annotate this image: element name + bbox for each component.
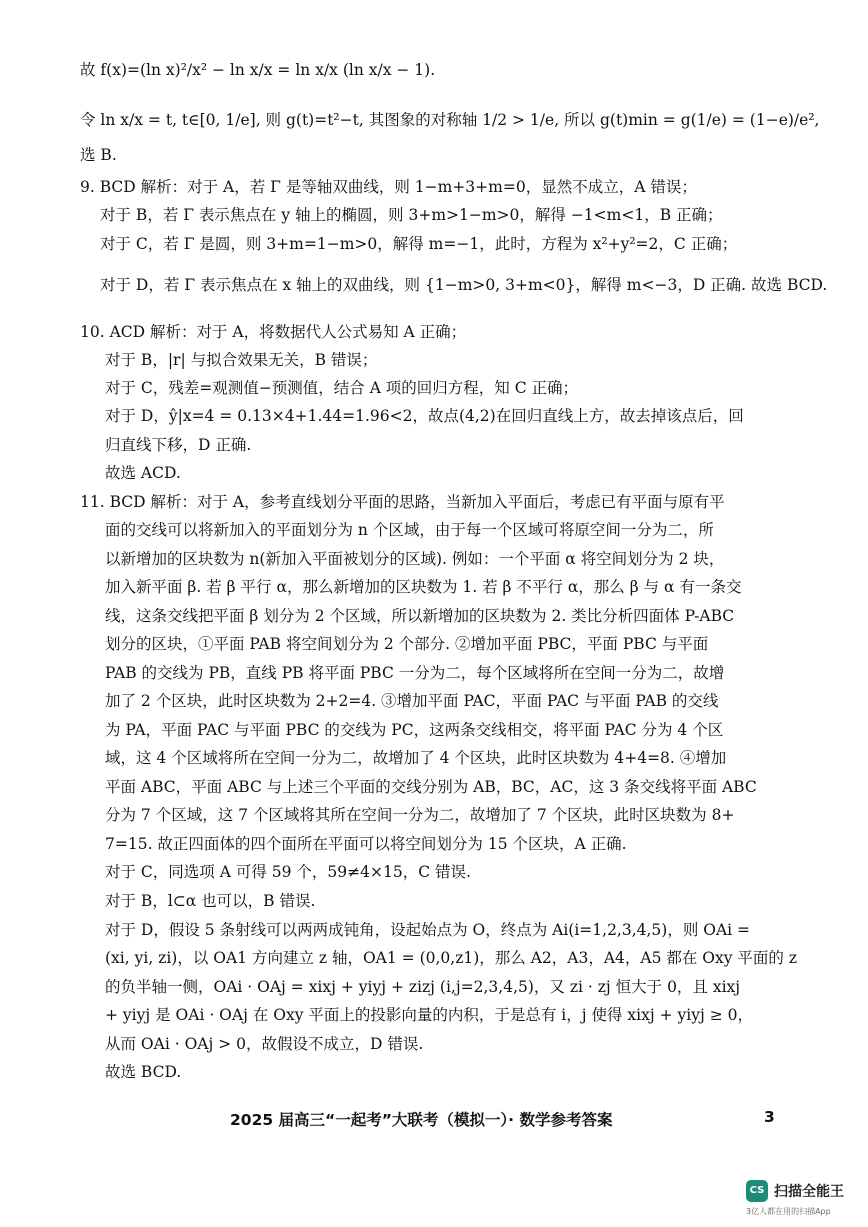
text-line: 对于 D，假设 5 条射线可以两两成钝角，设起始点为 O，终点为 Ai(i=1,2,3,4,5)，则 OAi =: [105, 921, 751, 939]
text-line: 划分的区块，①平面 PAB 将空间划分为 2 个部分. ②增加平面 PBC，平面 PBC 与平面: [105, 635, 709, 653]
text-line: 故选 ACD.: [105, 464, 181, 482]
text-line: 归直线下移，D 正确.: [105, 436, 252, 454]
text-line: 加了 2 个区块，此时区块数为 2+2=4. ③增加平面 PAC，平面 PAC 与平面 PAB 的交线: [105, 692, 719, 710]
text-line: 域，这 4 个区域将所在空间一分为二，故增加了 4 个区块，此时区块数为 4+4=8. ④增加: [105, 749, 727, 767]
text-line: + yiyj 是 OAi · OAj 在 Oxy 平面上的投影向量的内积，于是总有 i，j 使得 xixj + yiyj ≥ 0，: [105, 1006, 753, 1024]
text-line: 选 B.: [80, 146, 117, 164]
text-line: 为 PA，平面 PAC 与平面 PBC 的交线为 PC，这两条交线相交，将平面 PAC 分为 4 个区: [105, 721, 724, 739]
text-line: 面的交线可以将新加入的平面划分为 n 个区域，由于每一个区域可将原空间一分为二，所: [105, 521, 714, 539]
text-line: 故 f(x)=(ln x)²/x² − ln x/x = ln x/x (ln x/x − 1).: [80, 61, 436, 79]
text-line: 对于 D，ŷ|x=4 = 0.13×4+1.44=1.96<2，故点(4,2)在回归直线上方，故去掉该点后，回: [105, 407, 744, 425]
camscanner-logo-icon: CS: [746, 1180, 768, 1202]
text-line: 11. BCD 解析：对于 A，参考直线划分平面的思路，当新加入平面后，考虑已有平面与原有平: [80, 493, 725, 511]
text-line: 以新增加的区块数为 n(新加入平面被划分的区域). 例如：一个平面 α 将空间划分为 2 块，: [105, 550, 725, 568]
text-line: 平面 ABC，平面 ABC 与上述三个平面的交线分别为 AB，BC，AC，这 3 条交线将平面 ABC: [105, 778, 757, 796]
text-line: 对于 D，若 Γ 表示焦点在 x 轴上的双曲线，则 {1−m>0, 3+m<0}，解得 m<−3，D 正确. 故选 BCD.: [100, 276, 828, 294]
text-line: 的负半轴一侧，OAi · OAj = xixj + yiyj + zizj (i,j=2,3,4,5)，又 zi · zj 恒大于 0，且 xixj: [105, 978, 741, 996]
watermark-tagline: 3亿人都在用的扫描App: [746, 1207, 831, 1216]
text-line: 10. ACD 解析：对于 A，将数据代人公式易知 A 正确；: [80, 323, 467, 341]
text-line: 对于 B，|r| 与拟合效果无关，B 错误；: [105, 351, 378, 369]
text-line: 加入新平面 β. 若 β 平行 α，那么新增加的区块数为 1. 若 β 不平行 α，那么 β 与 α 有一条交: [105, 578, 742, 596]
watermark-name: 扫描全能王: [774, 1184, 844, 1200]
text-line: 故选 BCD.: [105, 1063, 182, 1081]
page-number: 3: [764, 1108, 775, 1126]
text-line: 从而 OAi · OAj > 0，故假设不成立，D 错误.: [105, 1035, 424, 1053]
text-line: 对于 B，l⊂α 也可以，B 错误.: [105, 892, 316, 910]
text-line: 线，这条交线把平面 β 划分为 2 个区域，所以新增加的区块数为 2. 类比分析四面体 P-ABC: [105, 607, 735, 625]
text-line: 令 ln x/x = t, t∈[0, 1/e], 则 g(t)=t²−t, 其图象的对称轴 1/2 > 1/e, 所以 g(t)min = g(1/e) = (1−e)/e²,: [80, 111, 820, 129]
text-line: (xi, yi, zi)，以 OA1 方向建立 z 轴，OA1 = (0,0,z1)，那么 A2，A3，A4，A5 都在 Oxy 平面的 z: [105, 949, 798, 967]
text-line: 分为 7 个区域，这 7 个区域将其所在空间一分为二，故增加了 7 个区块，此时区块数为 8+: [105, 806, 735, 824]
text-line: 7=15. 故正四面体的四个面所在平面可以将空间划分为 15 个区块，A 正确.: [105, 835, 627, 853]
scanner-watermark: [746, 1180, 858, 1222]
text-line: 对于 B，若 Γ 表示焦点在 y 轴上的椭圆，则 3+m>1−m>0，解得 −1<m<1，B 正确；: [100, 206, 723, 224]
text-line: PAB 的交线为 PB，直线 PB 将平面 PBC 一分为二，每个区域将所在空间一分为二，故增: [105, 664, 725, 682]
text-line: 对于 C，同选项 A 可得 59 个，59≠4×15，C 错误.: [105, 863, 471, 881]
text-line: 对于 C，若 Γ 是圆，则 3+m=1−m>0，解得 m=−1，此时，方程为 x²+y²=2，C 正确；: [100, 235, 738, 253]
text-line: 9. BCD 解析：对于 A，若 Γ 是等轴双曲线，则 1−m+3+m=0，显然不成立，A 错误；: [80, 178, 697, 196]
page-footer-title: 2025 届高三“一起考”大联考（模拟一）· 数学参考答案: [230, 1111, 613, 1129]
text-line: 对于 C，残差=观测值−预测值，结合 A 项的回归方程，知 C 正确；: [105, 379, 579, 397]
